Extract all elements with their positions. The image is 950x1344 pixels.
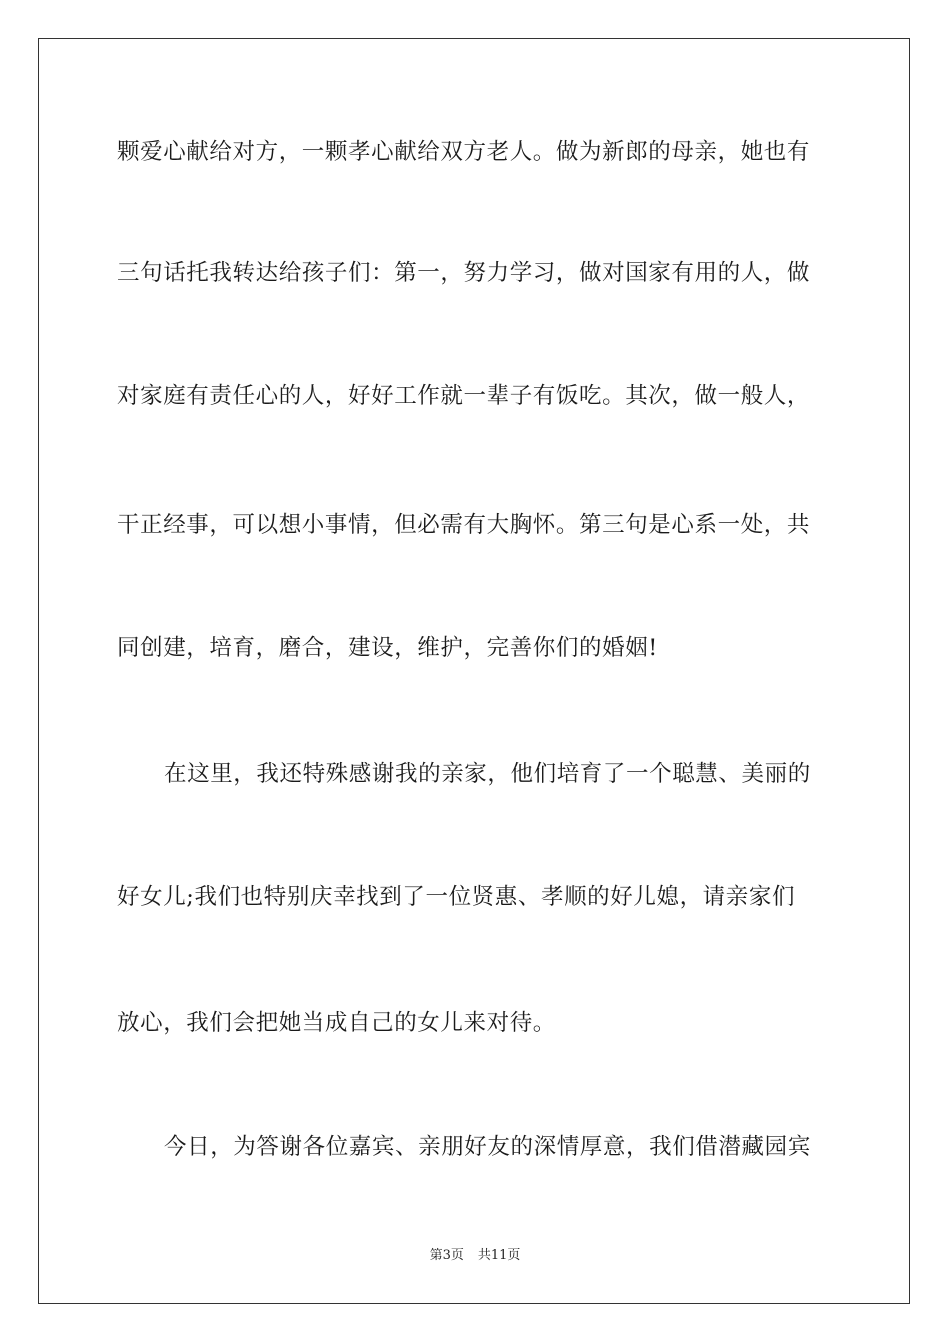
- text-line: 对家庭有责任心的人，好好工作就一辈子有饭吃。其次，做一般人，: [117, 383, 811, 409]
- text-line: 颗爱心献给对方，一颗孝心献给双方老人。做为新郎的母亲，她也有: [117, 139, 811, 165]
- page-border: [38, 38, 910, 1304]
- page-footer: [0, 1247, 950, 1265]
- page-total: 共11页: [477, 1248, 521, 1263]
- text-line: 三句话托我转达给孩子们：第一，努力学习，做对国家有用的人，做: [117, 260, 811, 286]
- text-line: 放心，我们会把她当成自己的女儿来对待。: [117, 1010, 556, 1036]
- page-number: 第3页: [429, 1248, 464, 1263]
- text-line: 同创建，培育，磨合，建设，维护，完善你们的婚姻!: [117, 635, 658, 661]
- text-line: 干正经事，可以想小事情，但必需有大胸怀。第三句是心系一处，共: [117, 512, 811, 538]
- text-line: 好女儿;我们也特别庆幸找到了一位贤惠、孝顺的好儿媳，请亲家们: [117, 884, 796, 910]
- paragraph-start-line: 今日，为答谢各位嘉宾、亲朋好友的深情厚意，我们借潜藏园宾: [164, 1134, 811, 1160]
- paragraph-start-line: 在这里，我还特殊感谢我的亲家，他们培育了一个聪慧、美丽的: [164, 761, 811, 787]
